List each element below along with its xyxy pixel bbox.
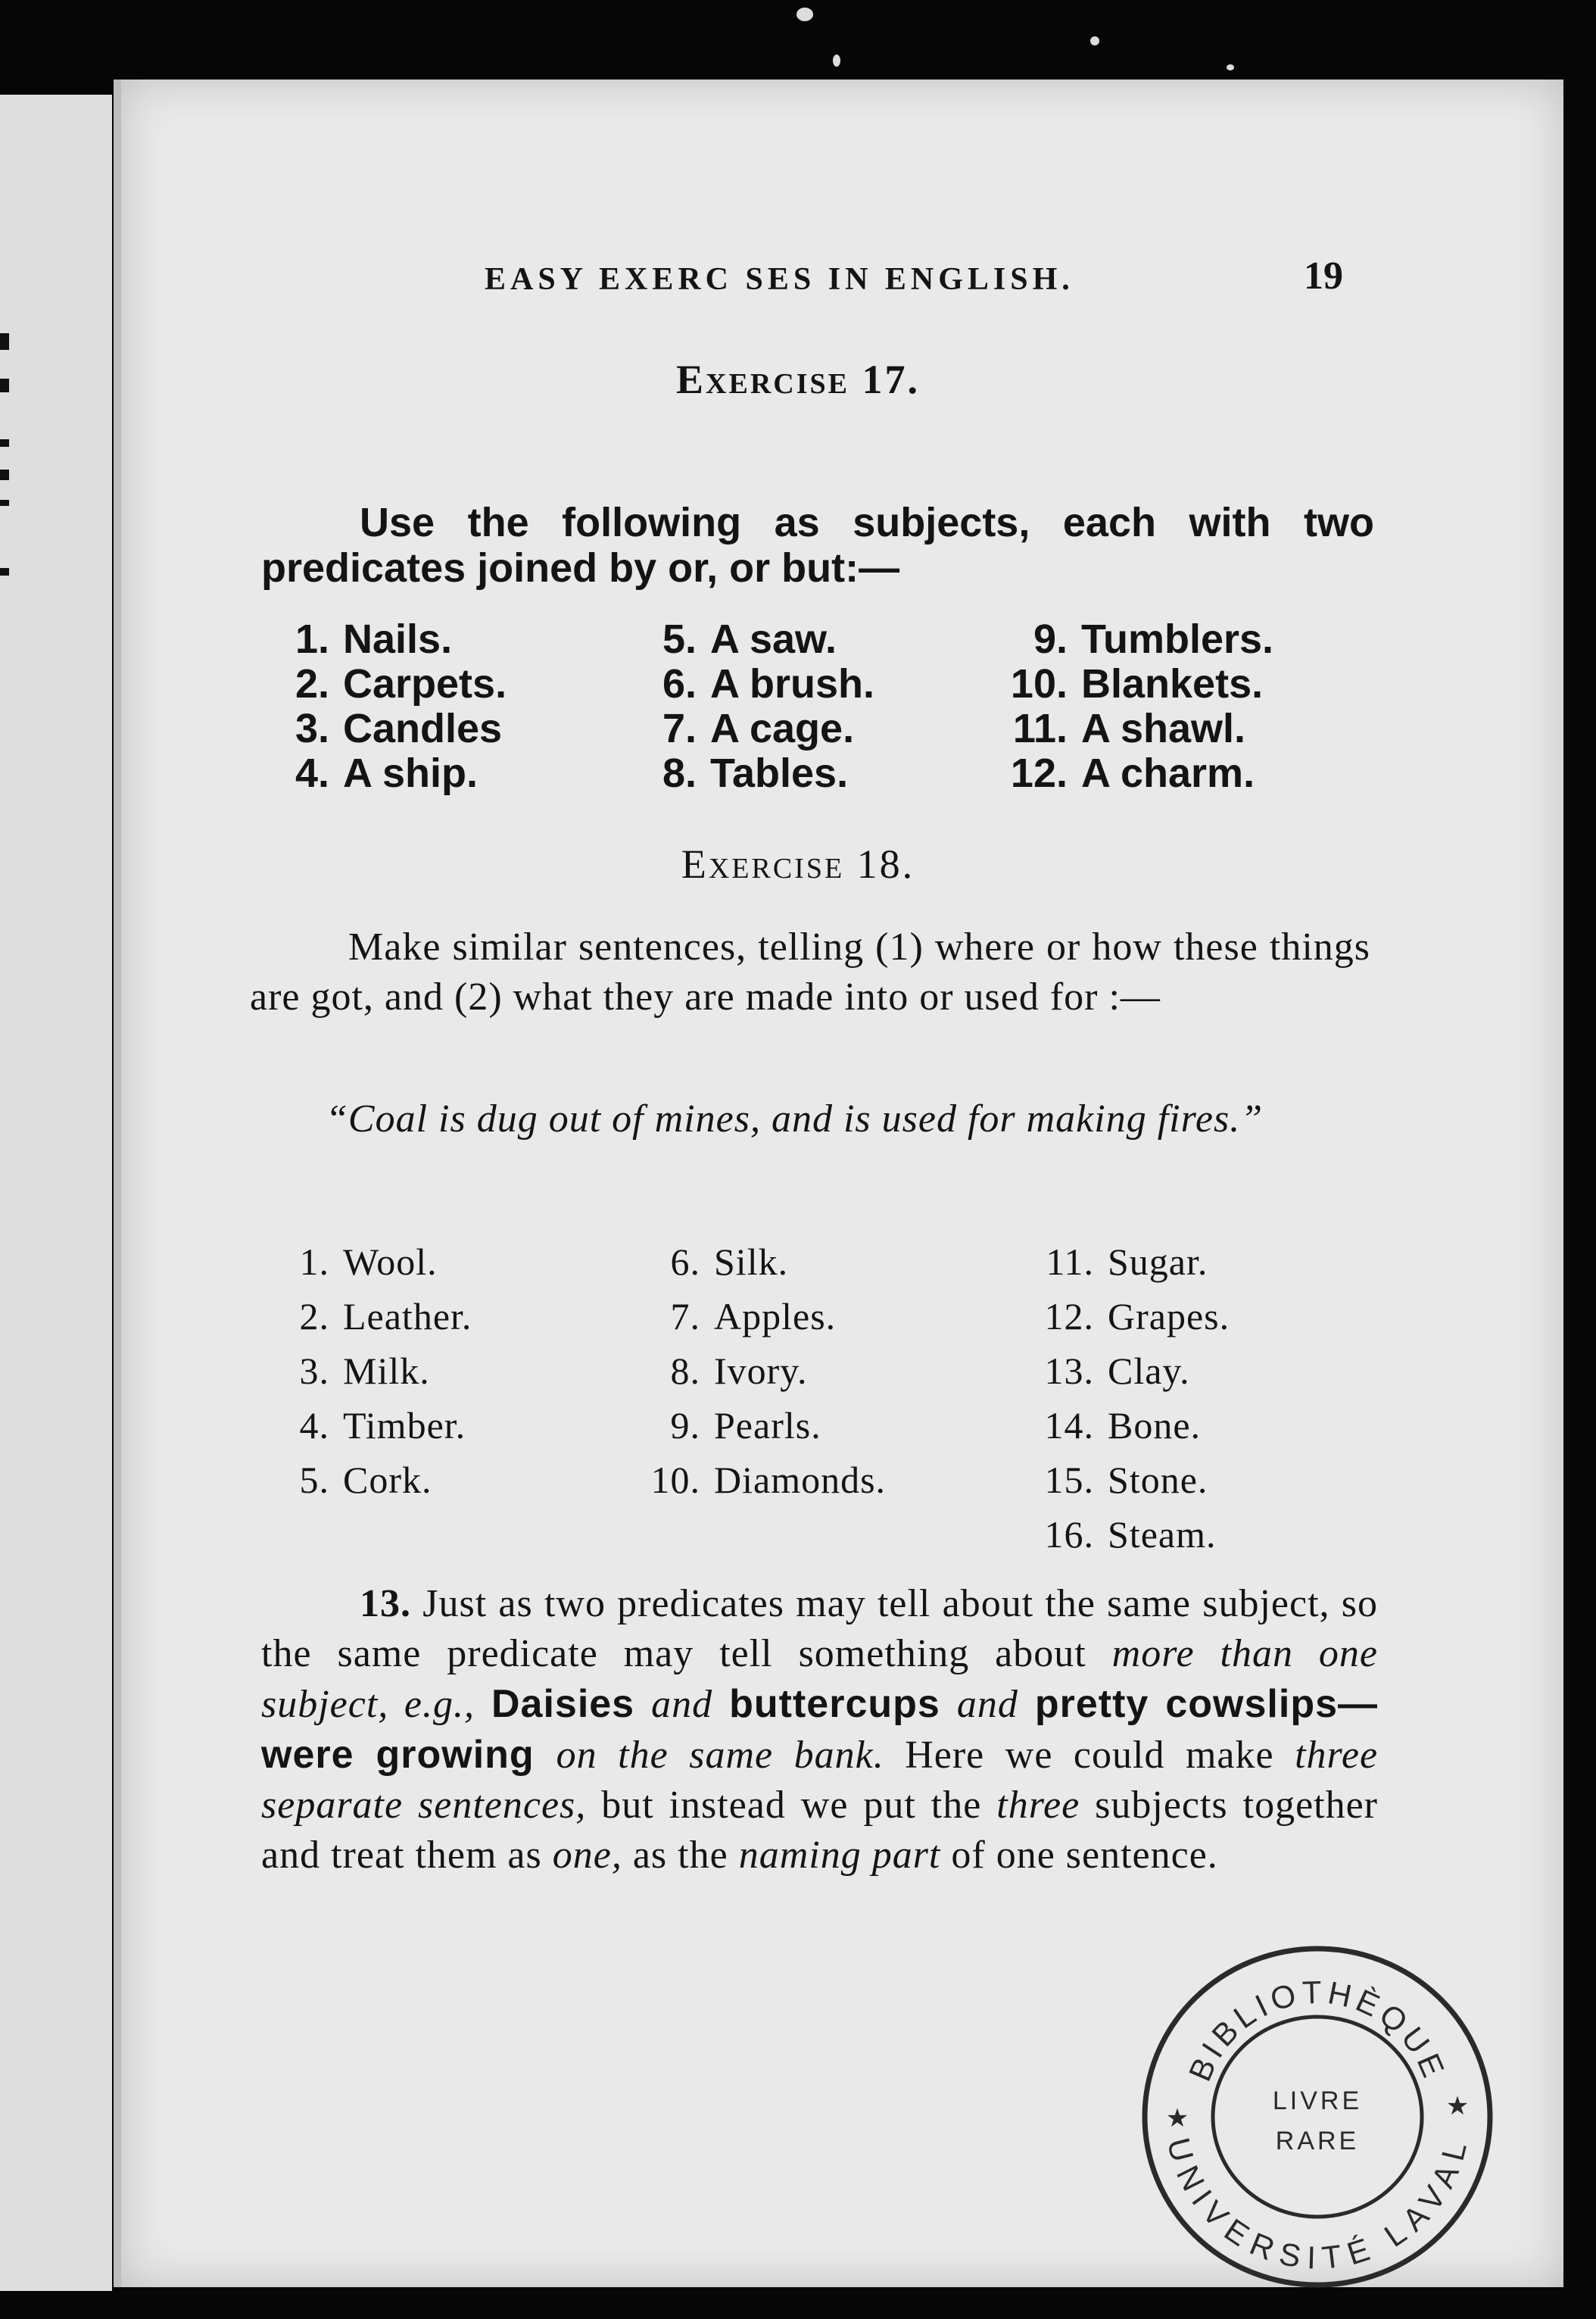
- list-column: [299, 1234, 472, 1507]
- item-number: 1.: [299, 1241, 329, 1283]
- item-text: Grapes.: [1108, 1295, 1230, 1337]
- exercise-18-instruction: Make similar sentences, telling (1) where or how these things are got, and (2) what they are made into or used for :—: [250, 925, 1370, 1019]
- example-text: Daisies: [474, 1682, 652, 1726]
- exercise-18-example: “Coal is dug out of mines, and is used for making fires.”: [326, 1097, 1264, 1141]
- item-text: Timber.: [343, 1404, 466, 1447]
- emphasis-text: three: [996, 1784, 1080, 1827]
- section-number: 13.: [360, 1582, 411, 1625]
- item-text: Steam.: [1108, 1513, 1217, 1556]
- emphasis-text: and: [651, 1683, 713, 1726]
- list-column: [640, 1234, 886, 1507]
- item-number: 8.: [662, 751, 697, 796]
- item-number: 4.: [295, 751, 329, 796]
- item-text: A charm.: [1081, 751, 1255, 796]
- stamp-center-line2: RARE: [1275, 2127, 1360, 2155]
- list-item: [1033, 1453, 1230, 1507]
- list-item: [640, 1398, 886, 1453]
- list-item: [299, 1398, 472, 1453]
- item-number: 4.: [299, 1404, 329, 1447]
- list-item: [659, 707, 874, 751]
- emphasis-text: naming part: [738, 1834, 941, 1877]
- list-item: [299, 1344, 472, 1398]
- film-specks: [0, 0, 1596, 76]
- item-text: Nails.: [343, 616, 453, 662]
- example-text: buttercups: [712, 1682, 957, 1726]
- paragraph-text: subjects together and treat them as: [261, 1784, 1378, 1877]
- paragraph-text: Here we could make: [884, 1734, 1295, 1777]
- item-number: 12.: [1044, 1295, 1094, 1337]
- left-page-edge: [0, 95, 112, 2291]
- item-number: 9.: [1033, 616, 1068, 662]
- item-text: Sugar.: [1108, 1241, 1208, 1283]
- list-item: [299, 1289, 472, 1344]
- item-number: 6.: [662, 661, 697, 707]
- list-item: [640, 1453, 886, 1507]
- item-number: 10.: [1010, 661, 1068, 707]
- item-text: Cork.: [343, 1459, 432, 1501]
- item-text: Diamonds.: [714, 1459, 887, 1501]
- list-item: [1033, 1507, 1230, 1562]
- list-item: [640, 1234, 886, 1289]
- item-number: 5.: [299, 1459, 329, 1501]
- list-item: [299, 1453, 472, 1507]
- paragraph-text: but instead we put the: [586, 1784, 997, 1827]
- item-text: Tumblers.: [1081, 616, 1274, 662]
- item-text: Milk.: [343, 1350, 430, 1392]
- running-title: EASY EXERC SES IN ENGLISH.: [485, 262, 1074, 297]
- list-column: [659, 617, 874, 796]
- list-item: [999, 751, 1273, 796]
- example-text: pretty cowslips—were growing: [261, 1682, 1379, 1777]
- list-item: [640, 1289, 886, 1344]
- exercise-17-heading: Exercise 17.: [676, 357, 920, 402]
- list-item: [299, 1234, 472, 1289]
- list-item: [659, 662, 874, 707]
- list-item: [659, 617, 874, 662]
- item-number: 2.: [295, 661, 329, 707]
- item-text: A ship.: [343, 751, 478, 796]
- item-number: 8.: [670, 1350, 700, 1392]
- item-number: 3.: [299, 1350, 329, 1392]
- paragraph-text: of one sentence.: [940, 1834, 1218, 1877]
- item-number: 6.: [670, 1241, 700, 1283]
- list-item: [291, 751, 507, 796]
- list-item: [291, 707, 507, 751]
- library-stamp: [1136, 1939, 1499, 2295]
- item-number: 11.: [1012, 706, 1068, 751]
- list-item: [1033, 1234, 1230, 1289]
- item-text: Candles: [343, 706, 503, 751]
- list-item: [1033, 1398, 1230, 1453]
- item-text: Carpets.: [343, 661, 507, 707]
- item-text: A cage.: [710, 706, 855, 751]
- list-item: [659, 751, 874, 796]
- item-text: Ivory.: [714, 1350, 808, 1392]
- item-text: Apples.: [714, 1295, 837, 1337]
- exercise-18-list: [299, 1234, 1397, 1556]
- item-text: A shawl.: [1081, 706, 1246, 751]
- list-item: [291, 662, 507, 707]
- item-text: Pearls.: [714, 1404, 821, 1447]
- list-item: [1033, 1289, 1230, 1344]
- item-number: 16.: [1044, 1513, 1094, 1556]
- list-item: [999, 707, 1273, 751]
- star-icon: ★: [1165, 2105, 1189, 2133]
- item-text: Silk.: [714, 1241, 789, 1283]
- paragraph-text: Just as two predicates may tell about the same subject, so the same predicate may tell something about: [261, 1582, 1378, 1675]
- item-text: Tables.: [710, 751, 849, 796]
- item-text: Wool.: [343, 1241, 438, 1283]
- list-item: [999, 662, 1273, 707]
- item-text: A saw.: [710, 616, 837, 662]
- item-number: 2.: [299, 1295, 329, 1337]
- list-column: [999, 617, 1273, 796]
- item-number: 15.: [1044, 1459, 1094, 1501]
- list-column: [291, 617, 507, 796]
- stamp-center-line1: LIVRE: [1272, 2086, 1363, 2115]
- item-number: 12.: [1010, 751, 1068, 796]
- item-text: Bone.: [1108, 1404, 1202, 1447]
- item-number: 5.: [662, 616, 697, 662]
- list-item: [640, 1344, 886, 1398]
- exercise-18-heading: Exercise 18.: [681, 841, 915, 887]
- item-text: A brush.: [710, 661, 875, 707]
- emphasis-text: three separate sentences,: [261, 1734, 1379, 1827]
- list-column: [1033, 1234, 1230, 1562]
- paragraph-text: as the: [622, 1834, 739, 1877]
- star-icon: ★: [1445, 2093, 1470, 2121]
- emphasis-text: and: [956, 1683, 1018, 1726]
- item-number: 7.: [662, 706, 697, 751]
- item-text: Leather.: [343, 1295, 472, 1337]
- item-text: Stone.: [1108, 1459, 1208, 1501]
- item-number: 3.: [295, 706, 329, 751]
- exercise-17-list: [291, 617, 1389, 799]
- emphasis-text: on the same bank.: [556, 1734, 884, 1777]
- item-number: 10.: [650, 1459, 700, 1501]
- item-number: 14.: [1044, 1404, 1094, 1447]
- list-item: [291, 617, 507, 662]
- stamp-top-text: BIBLIOTHÈQUE: [1181, 1974, 1454, 2086]
- emphasis-text: more than one subject, e.g.,: [261, 1632, 1378, 1726]
- exercise-17-instruction: Use the following as subjects, each with two predicates joined by or, or but:—: [261, 500, 1374, 591]
- item-number: 11.: [1046, 1241, 1094, 1283]
- emphasis-text: one,: [552, 1834, 622, 1877]
- item-number: 13.: [1044, 1350, 1094, 1392]
- item-text: Blankets.: [1081, 661, 1264, 707]
- item-number: 7.: [670, 1295, 700, 1337]
- left-page-text-fragments: [0, 95, 15, 2291]
- stamp-bottom-text: UNIVERSITÉ LAVAL: [1160, 2133, 1475, 2276]
- item-text: Clay.: [1108, 1350, 1190, 1392]
- item-number: 9.: [670, 1404, 700, 1447]
- page-number: 19: [1304, 254, 1343, 298]
- list-item: [1033, 1344, 1230, 1398]
- section-13-paragraph: [261, 1579, 1378, 1880]
- item-number: 1.: [295, 616, 329, 662]
- list-item: [999, 617, 1273, 662]
